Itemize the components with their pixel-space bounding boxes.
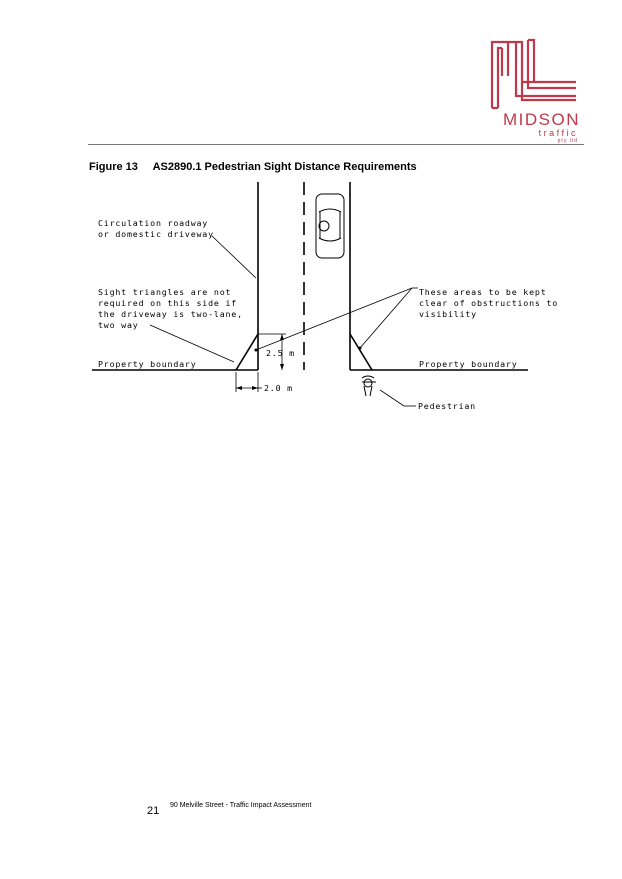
- logo-subtitle: traffic: [538, 128, 578, 138]
- label-property-boundary-right: Property boundary: [419, 359, 518, 369]
- label-circulation-2: or domestic driveway: [98, 229, 214, 239]
- midson-logo-mark: [488, 36, 580, 110]
- label-dim-horizontal: 2.0 m: [264, 383, 293, 393]
- label-property-boundary-left: Property boundary: [98, 359, 197, 369]
- label-areas-3: visibility: [419, 309, 477, 319]
- label-triangles-4: two way: [98, 320, 139, 330]
- page-number: 21: [147, 805, 160, 817]
- label-circulation-1: Circulation roadway: [98, 218, 209, 228]
- header-divider: [88, 144, 584, 145]
- label-areas-2: clear of obstructions to: [419, 298, 559, 308]
- logo-pty: pty ltd: [557, 138, 578, 144]
- pedestrian-icon: [362, 376, 376, 396]
- sight-triangle-left: [236, 334, 258, 370]
- label-dim-vertical: 2.5 m: [266, 348, 295, 358]
- label-triangles-3: the driveway is two-lane,: [98, 309, 243, 319]
- label-pedestrian: Pedestrian: [418, 401, 476, 411]
- figure-title: AS2890.1 Pedestrian Sight Distance Requirements: [152, 161, 417, 173]
- figure-caption: [89, 161, 417, 173]
- sight-distance-diagram: [86, 178, 566, 428]
- car-icon: [316, 194, 344, 258]
- label-areas-1: These areas to be kept: [419, 287, 547, 297]
- footer-document-title: 90 Melville Street - Traffic Impact Assessment: [170, 802, 312, 809]
- sight-triangle-right: [350, 334, 372, 370]
- company-logo: [482, 36, 582, 146]
- logo-wordmark: MIDSON: [503, 110, 580, 129]
- figure-number: Figure 13: [89, 161, 138, 173]
- label-triangles-1: Sight triangles are not: [98, 287, 232, 297]
- label-triangles-2: required on this side if: [98, 298, 238, 308]
